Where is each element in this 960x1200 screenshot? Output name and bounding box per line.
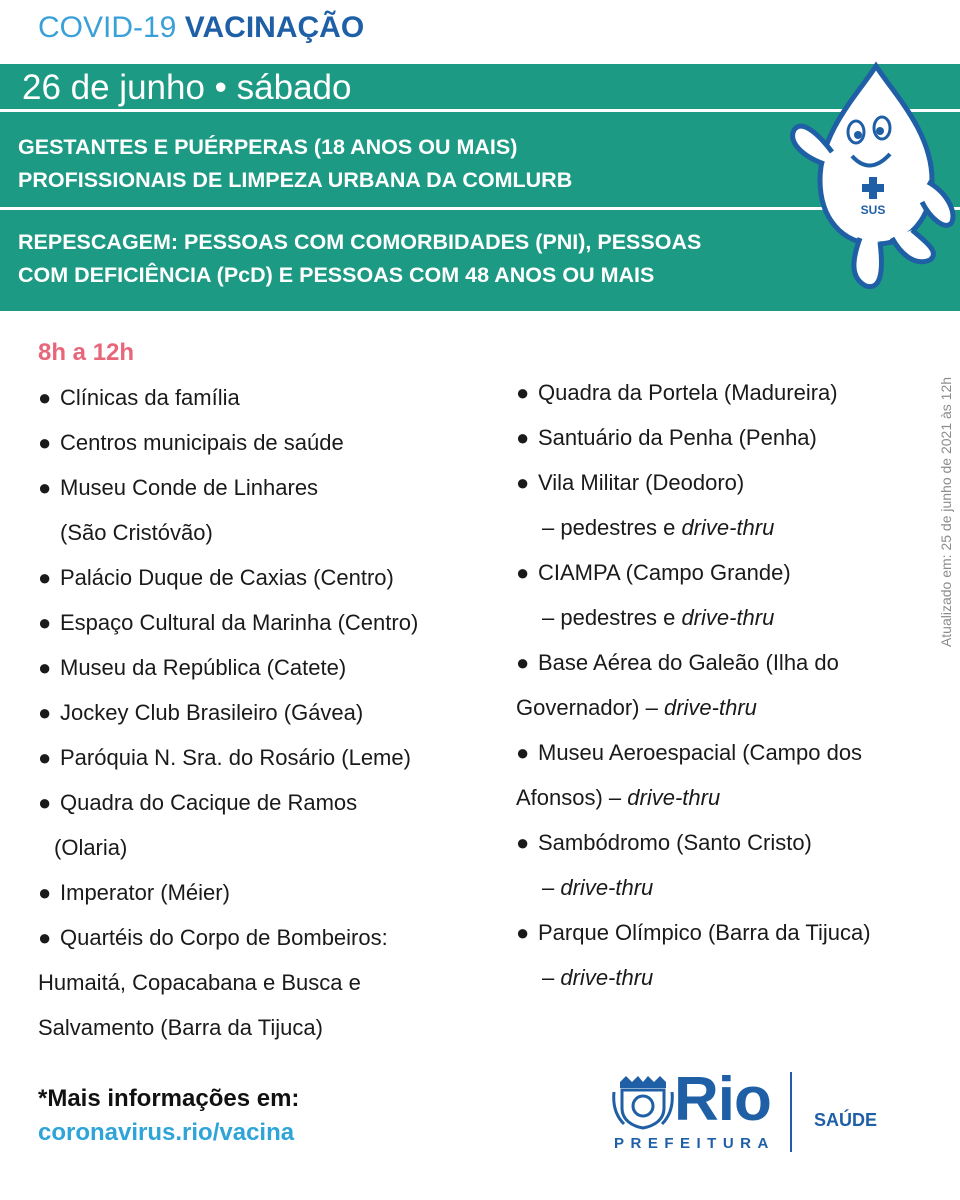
title-vacinacao: VACINAÇÃO [184,11,365,44]
list-item-continuation: – drive-thru [542,875,654,900]
page-title [38,10,364,46]
list-item: ● Imperator (Méier) [38,880,230,905]
list-item: ● Sambódromo (Santo Cristo) [516,830,812,855]
list-item-continuation: (São Cristóvão) [60,520,213,545]
locations-right [516,370,936,1000]
time-range: 8h a 12h [38,339,135,366]
logo-divider [790,1072,792,1152]
list-item: ● Quartéis do Corpo de Bombeiros: [38,925,388,950]
list-item-continuation: Humaitá, Copacabana e Busca e [38,970,361,995]
list-item: ● Museu da República (Catete) [38,655,347,680]
repescagem-line-1: REPESCAGEM: PESSOAS COM COMORBIDADES (PNI), PESSOAS [18,230,702,254]
list-item: ● Parque Olímpico (Barra da Tijuca) [516,920,871,945]
list-item-continuation: (Olaria) [54,835,128,860]
list-item: ● Quadra do Cacique de Ramos [38,790,358,815]
list-item-continuation: – pedestres e drive-thru [542,605,775,630]
list-item: ● Espaço Cultural da Marinha (Centro) [38,610,419,635]
date-text: 26 de junho • sábado [22,68,352,107]
list-item-continuation: Afonsos) – drive-thru [516,785,721,810]
list-item: ● Paróquia N. Sra. do Rosário (Leme) [38,745,411,770]
logo-saude: SAÚDE [814,1110,878,1130]
list-item: ● Quadra da Portela (Madureira) [516,380,838,405]
logo-prefeitura: PREFEITURA [614,1135,775,1152]
mascot-badge: SUS [860,203,886,217]
list-item: ● Vila Militar (Deodoro) [516,470,745,495]
repescagem-line-2: COM DEFICIÊNCIA (PcD) E PESSOAS COM 48 ANOS OU MAIS [18,263,655,287]
ze-gotinha-mascot-icon [780,60,960,292]
list-item: ● Base Aérea do Galeão (Ilha do [516,650,839,675]
updated-text: Atualizado em: 25 de junho de 2021 às 12h [938,376,954,648]
list-item: ● Santuário da Penha (Penha) [516,425,817,450]
list-item-continuation: – drive-thru [542,965,654,990]
repescagem-groups [18,226,878,292]
priority-groups [18,131,778,197]
list-item: ● Jockey Club Brasileiro (Gávea) [38,700,364,725]
logo-rio: Rio [674,1065,771,1134]
updated-note [936,352,956,672]
list-item-continuation: Salvamento (Barra da Tijuca) [38,1015,323,1040]
list-item: ● Museu Aeroespacial (Campo dos [516,740,863,765]
list-item: ● Palácio Duque de Caxias (Centro) [38,565,394,590]
group-comlurb: PROFISSIONAIS DE LIMPEZA URBANA DA COMLURB [18,168,573,192]
title-covid: COVID-19 [38,11,177,44]
list-item-continuation: – pedestres e drive-thru [542,515,775,540]
list-item: ● Centros municipais de saúde [38,430,344,455]
more-info-link[interactable]: coronavirus.rio/vacina [38,1119,295,1146]
more-info-label: *Mais informações em: [38,1085,300,1112]
city-crest-icon [612,1072,674,1130]
list-item: ● Museu Conde de Linhares [38,475,319,500]
group-gestantes: GESTANTES E PUÉRPERAS (18 ANOS OU MAIS) [18,135,518,159]
list-item: ● CIAMPA (Campo Grande) [516,560,791,585]
list-item: ● Clínicas da família [38,385,240,410]
list-item-continuation: Governador) – drive-thru [516,695,757,720]
locations-left [38,375,498,1050]
